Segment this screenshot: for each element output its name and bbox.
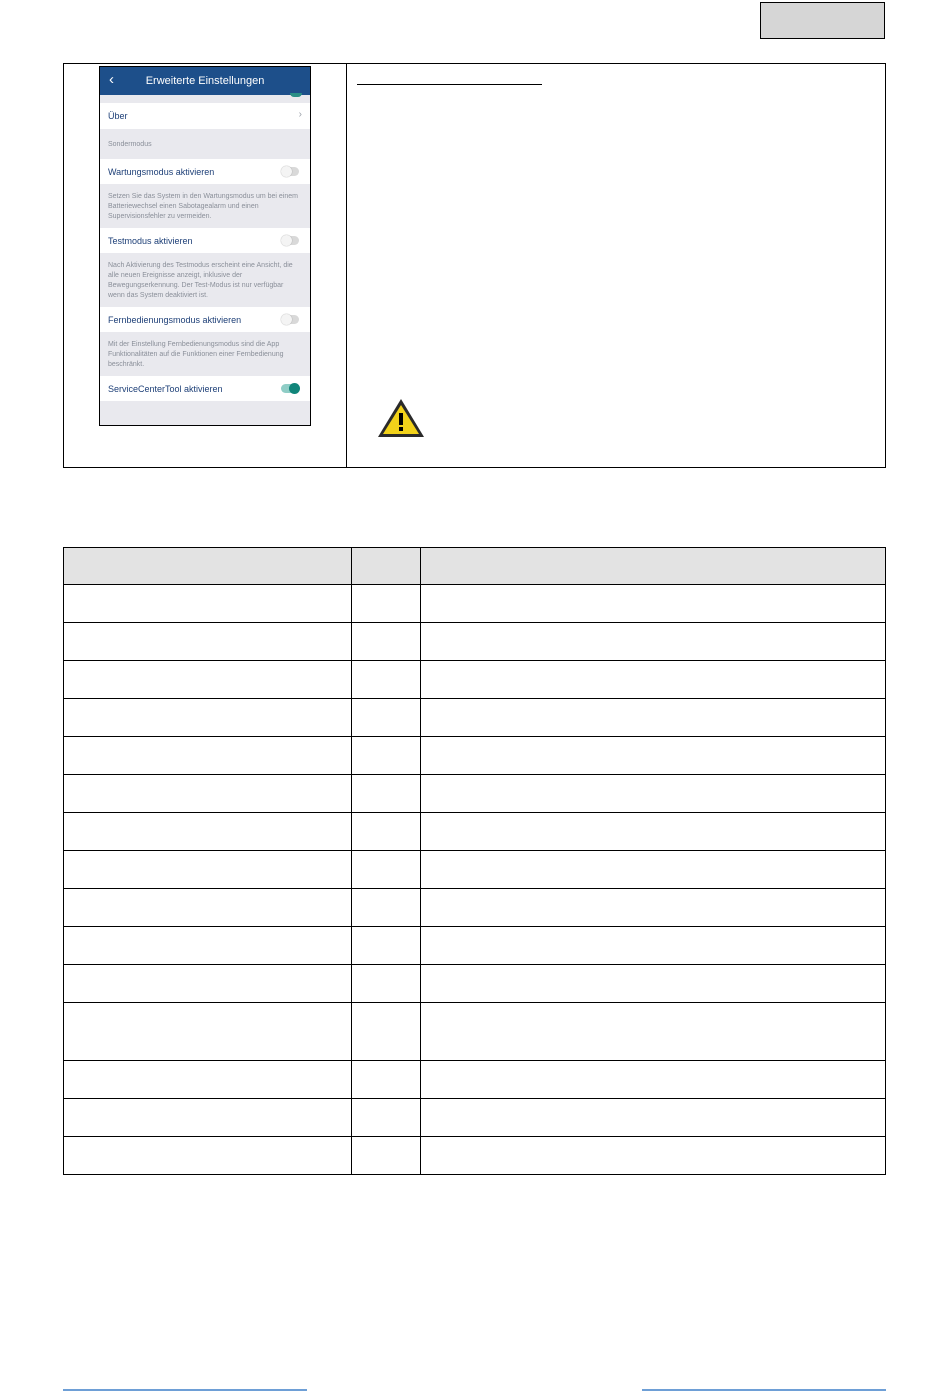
table-cell: [351, 851, 420, 889]
table-cell: [420, 661, 885, 699]
table-row: [64, 1003, 886, 1061]
table-cell: [64, 585, 352, 623]
toggle-peek: [290, 93, 302, 97]
table-header-row: [64, 548, 886, 585]
footer-rule-right: [642, 1389, 886, 1391]
section-label: Sondermodus: [108, 140, 152, 148]
table-row: [64, 813, 886, 851]
table-cell: [64, 1137, 352, 1175]
chevron-left-icon[interactable]: ‹: [109, 71, 114, 88]
table-cell: [64, 737, 352, 775]
table-cell: [420, 965, 885, 1003]
table-cell: [420, 585, 885, 623]
table-cell: [351, 813, 420, 851]
table-cell: [420, 775, 885, 813]
table-cell: [351, 889, 420, 927]
table-row: [64, 965, 886, 1003]
table-cell: [420, 813, 885, 851]
table-cell: [351, 927, 420, 965]
remote-mode-label: Fernbedienungsmodus aktivieren: [108, 314, 242, 325]
table-cell: [420, 623, 885, 661]
table-row: [64, 927, 886, 965]
table-cell: [420, 889, 885, 927]
about-label: Über: [108, 111, 128, 121]
footer-rule-left: [63, 1389, 307, 1391]
table-header-cell: [64, 548, 352, 585]
remote-mode-description: Mit der Einstellung Fernbedienungsmodus sind die App Funktionalitäten auf die Funktionen einer Fernbedienung beschränkt.: [108, 341, 284, 368]
table-cell: [420, 1137, 885, 1175]
table-cell: [351, 1003, 420, 1061]
maintenance-mode-label: Wartungsmodus aktivieren: [108, 166, 215, 177]
table-cell: [351, 737, 420, 775]
service-center-toggle[interactable]: [281, 384, 299, 393]
table-cell: [64, 965, 352, 1003]
table-cell: [64, 1099, 352, 1137]
table-cell: [351, 1061, 420, 1099]
table-row: [64, 889, 886, 927]
remote-mode-toggle[interactable]: [281, 315, 299, 324]
app-bar-title: Erweiterte Einstellungen: [145, 75, 265, 87]
table-row: [64, 585, 886, 623]
table-cell: [420, 927, 885, 965]
remote-mode-row: [100, 307, 310, 332]
table-cell: [351, 1099, 420, 1137]
service-center-row: [100, 376, 310, 401]
frame-divider: [346, 64, 347, 467]
table-cell: [351, 585, 420, 623]
table-cell: [351, 623, 420, 661]
table-cell: [64, 813, 352, 851]
table-row: [64, 737, 886, 775]
table-cell: [420, 699, 885, 737]
table-cell: [64, 851, 352, 889]
table-cell: [351, 775, 420, 813]
table-header-cell: [420, 548, 885, 585]
maintenance-mode-toggle[interactable]: [281, 167, 299, 176]
table-header-cell: [351, 548, 420, 585]
table-cell: [351, 1137, 420, 1175]
table-cell: [420, 851, 885, 889]
table-cell: [64, 1003, 352, 1061]
test-mode-label: Testmodus aktivieren: [108, 235, 193, 246]
test-mode-row: [100, 228, 310, 253]
app-screenshot: [99, 66, 311, 426]
heading-underline: [357, 84, 542, 85]
table-row: [64, 1137, 886, 1175]
table-cell: [351, 699, 420, 737]
table-cell: [420, 1061, 885, 1099]
page-tab-marker: [760, 2, 885, 39]
table-row: [64, 1099, 886, 1137]
test-mode-toggle[interactable]: [281, 236, 299, 245]
table-cell: [64, 1061, 352, 1099]
table-cell: [420, 1099, 885, 1137]
chevron-right-icon: ›: [298, 109, 302, 120]
table-row: [64, 851, 886, 889]
table-row: [64, 661, 886, 699]
table-cell: [64, 699, 352, 737]
service-center-label: ServiceCenterTool aktivieren: [108, 383, 223, 394]
table-cell: [420, 1003, 885, 1061]
table-cell: [64, 661, 352, 699]
table-cell: [351, 661, 420, 699]
table-row: [64, 699, 886, 737]
table-cell: [351, 965, 420, 1003]
maintenance-mode-description: Setzen Sie das System in den Wartungsmodus um bei einem Batteriewechsel einen Sabotagealarm und einen Supervisionsfehler zu vermeiden.: [108, 193, 299, 220]
table-cell: [420, 737, 885, 775]
table-row: [64, 623, 886, 661]
table-row: [64, 1061, 886, 1099]
table-cell: [64, 623, 352, 661]
table-cell: [64, 775, 352, 813]
table-cell: [64, 889, 352, 927]
about-row[interactable]: [100, 103, 310, 129]
data-table: [63, 547, 886, 1175]
table-row: [64, 775, 886, 813]
app-bar: [100, 67, 310, 95]
table-cell: [64, 927, 352, 965]
warning-triangle-icon: [375, 396, 427, 440]
test-mode-description: Nach Aktivierung des Testmodus erscheint eine Ansicht, die alle neuen Ereignisse anzeigt, inklusive der Bewegungserkennung. Der Test-Modus ist nur verfügbar wenn das System deaktiviert ist.: [108, 262, 293, 299]
maintenance-mode-row: [100, 159, 310, 184]
